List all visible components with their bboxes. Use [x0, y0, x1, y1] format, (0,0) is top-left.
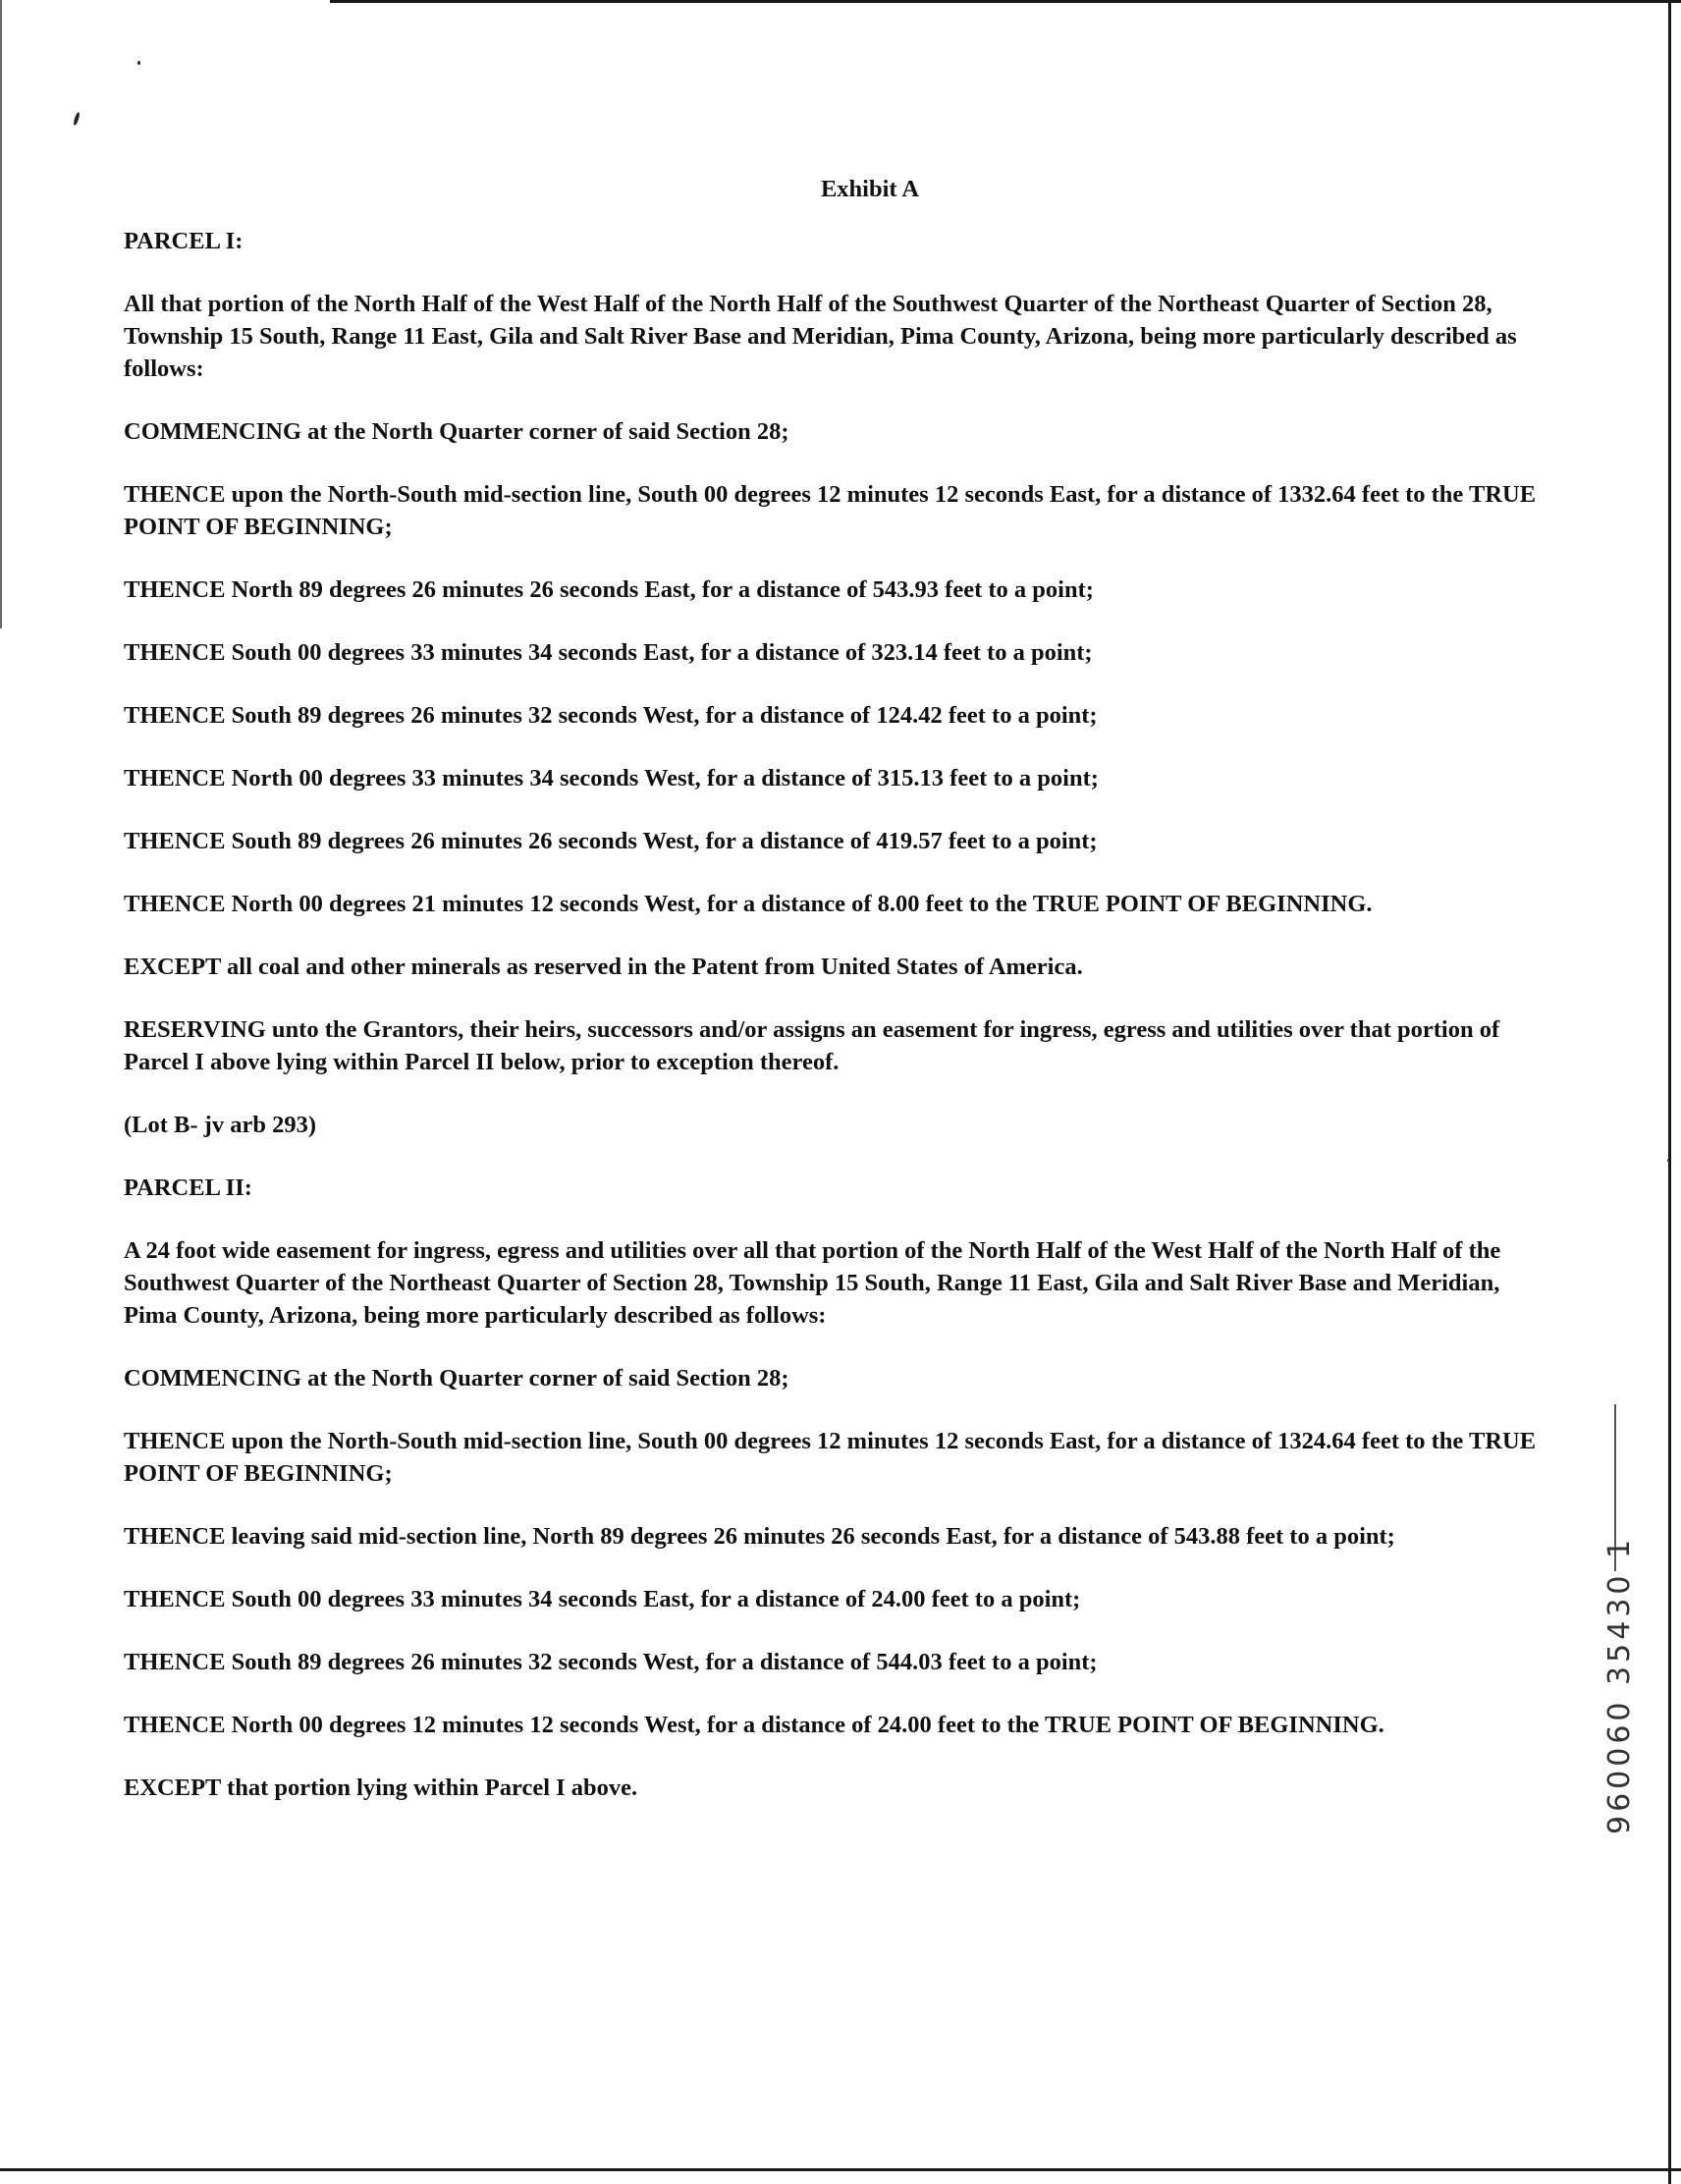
scan-border-left [0, 0, 2, 628]
legal-clause: THENCE North 89 degrees 26 minutes 26 seconds East, for a distance of 543.93 feet to a point; [124, 576, 1094, 603]
legal-clause: THENCE upon the North-South mid-section line, South 00 degrees 12 minutes 12 seconds East, for a distance of 1332.64 feet to the TRUE POINT OF BEGINNING; [124, 481, 1537, 540]
legal-clause: THENCE North 00 degrees 12 minutes 12 seconds West, for a distance of 24.00 feet to the TRUE POINT OF BEGINNING. [124, 1712, 1384, 1738]
document-body [124, 173, 1557, 1834]
legal-clause: THENCE South 89 degrees 26 minutes 32 seconds West, for a distance of 124.42 feet to a point; [124, 702, 1098, 729]
parcel-1-description: All that portion of the North Half of the West Half of the North Half of the Southwest Quarter of the Northeast Quarter of Section 28, Township 15 South, Range 11 East, Gila and Salt River Base and Meridian, Pima County, Arizona, being more particularly described as follows: [124, 291, 1517, 382]
reservation-clause: RESERVING unto the Grantors, their heirs, successors and/or assigns an easement for ingress, egress and utilities over that portion of Parcel I above lying within Parcel II below, prior to exception thereof. [124, 1016, 1500, 1075]
scan-speck [73, 112, 81, 127]
parcel-2-heading: PARCEL II: [124, 1174, 252, 1201]
scan-border-bottom [0, 2168, 1681, 2171]
legal-clause: THENCE North 00 degrees 33 minutes 34 seconds West, for a distance of 315.13 feet to a point; [124, 765, 1099, 792]
parcel-2-description: A 24 foot wide easement for ingress, egress and utilities over all that portion of the North Half of the West Half of the North Half of the Southwest Quarter of the Northeast Quarter of Section 28, Township 15 South, Range 11 East, Gila and Salt River Base and Meridian, Pima County, Arizona, being more particularly described as follows: [124, 1237, 1501, 1329]
exception-clause: EXCEPT that portion lying within Parcel I above. [124, 1774, 638, 1801]
legal-clause: THENCE North 00 degrees 21 minutes 12 seconds West, for a distance of 8.00 feet to the TRUE POINT OF BEGINNING. [124, 891, 1373, 917]
recording-stamp [1599, 1535, 1638, 1834]
legal-clause: THENCE South 89 degrees 26 minutes 26 seconds West, for a distance of 419.57 feet to a point; [124, 828, 1098, 854]
legal-clause: COMMENCING at the North Quarter corner of said Section 28; [124, 418, 789, 445]
legal-clause: THENCE leaving said mid-section line, North 89 degrees 26 minutes 26 seconds East, for a distance of 543.88 feet to a point; [124, 1523, 1395, 1550]
scan-speck [137, 61, 140, 65]
recording-stamp-number: 960060 35430 1 [1602, 1535, 1637, 1834]
legal-clause: THENCE South 89 degrees 26 minutes 32 seconds West, for a distance of 544.03 feet to a point; [124, 1649, 1098, 1675]
scan-border-right [1668, 0, 1671, 2184]
document-title: Exhibit A [820, 176, 920, 202]
scan-border-top [330, 0, 1681, 3]
parcel-1-heading: PARCEL I: [124, 228, 244, 254]
exception-clause: EXCEPT all coal and other minerals as reserved in the Patent from United States of America. [124, 954, 1083, 980]
legal-clause: COMMENCING at the North Quarter corner of said Section 28; [124, 1365, 789, 1392]
legal-clause: THENCE South 00 degrees 33 minutes 34 seconds East, for a distance of 24.00 feet to a point; [124, 1586, 1081, 1612]
scan-speck [1667, 1159, 1670, 1162]
lot-reference: (Lot B- jv arb 293) [124, 1112, 316, 1138]
legal-clause: THENCE South 00 degrees 33 minutes 34 seconds East, for a distance of 323.14 feet to a point; [124, 639, 1093, 666]
legal-clause: THENCE upon the North-South mid-section line, South 00 degrees 12 minutes 12 seconds East, for a distance of 1324.64 feet to the TRUE POINT OF BEGINNING; [124, 1428, 1537, 1487]
